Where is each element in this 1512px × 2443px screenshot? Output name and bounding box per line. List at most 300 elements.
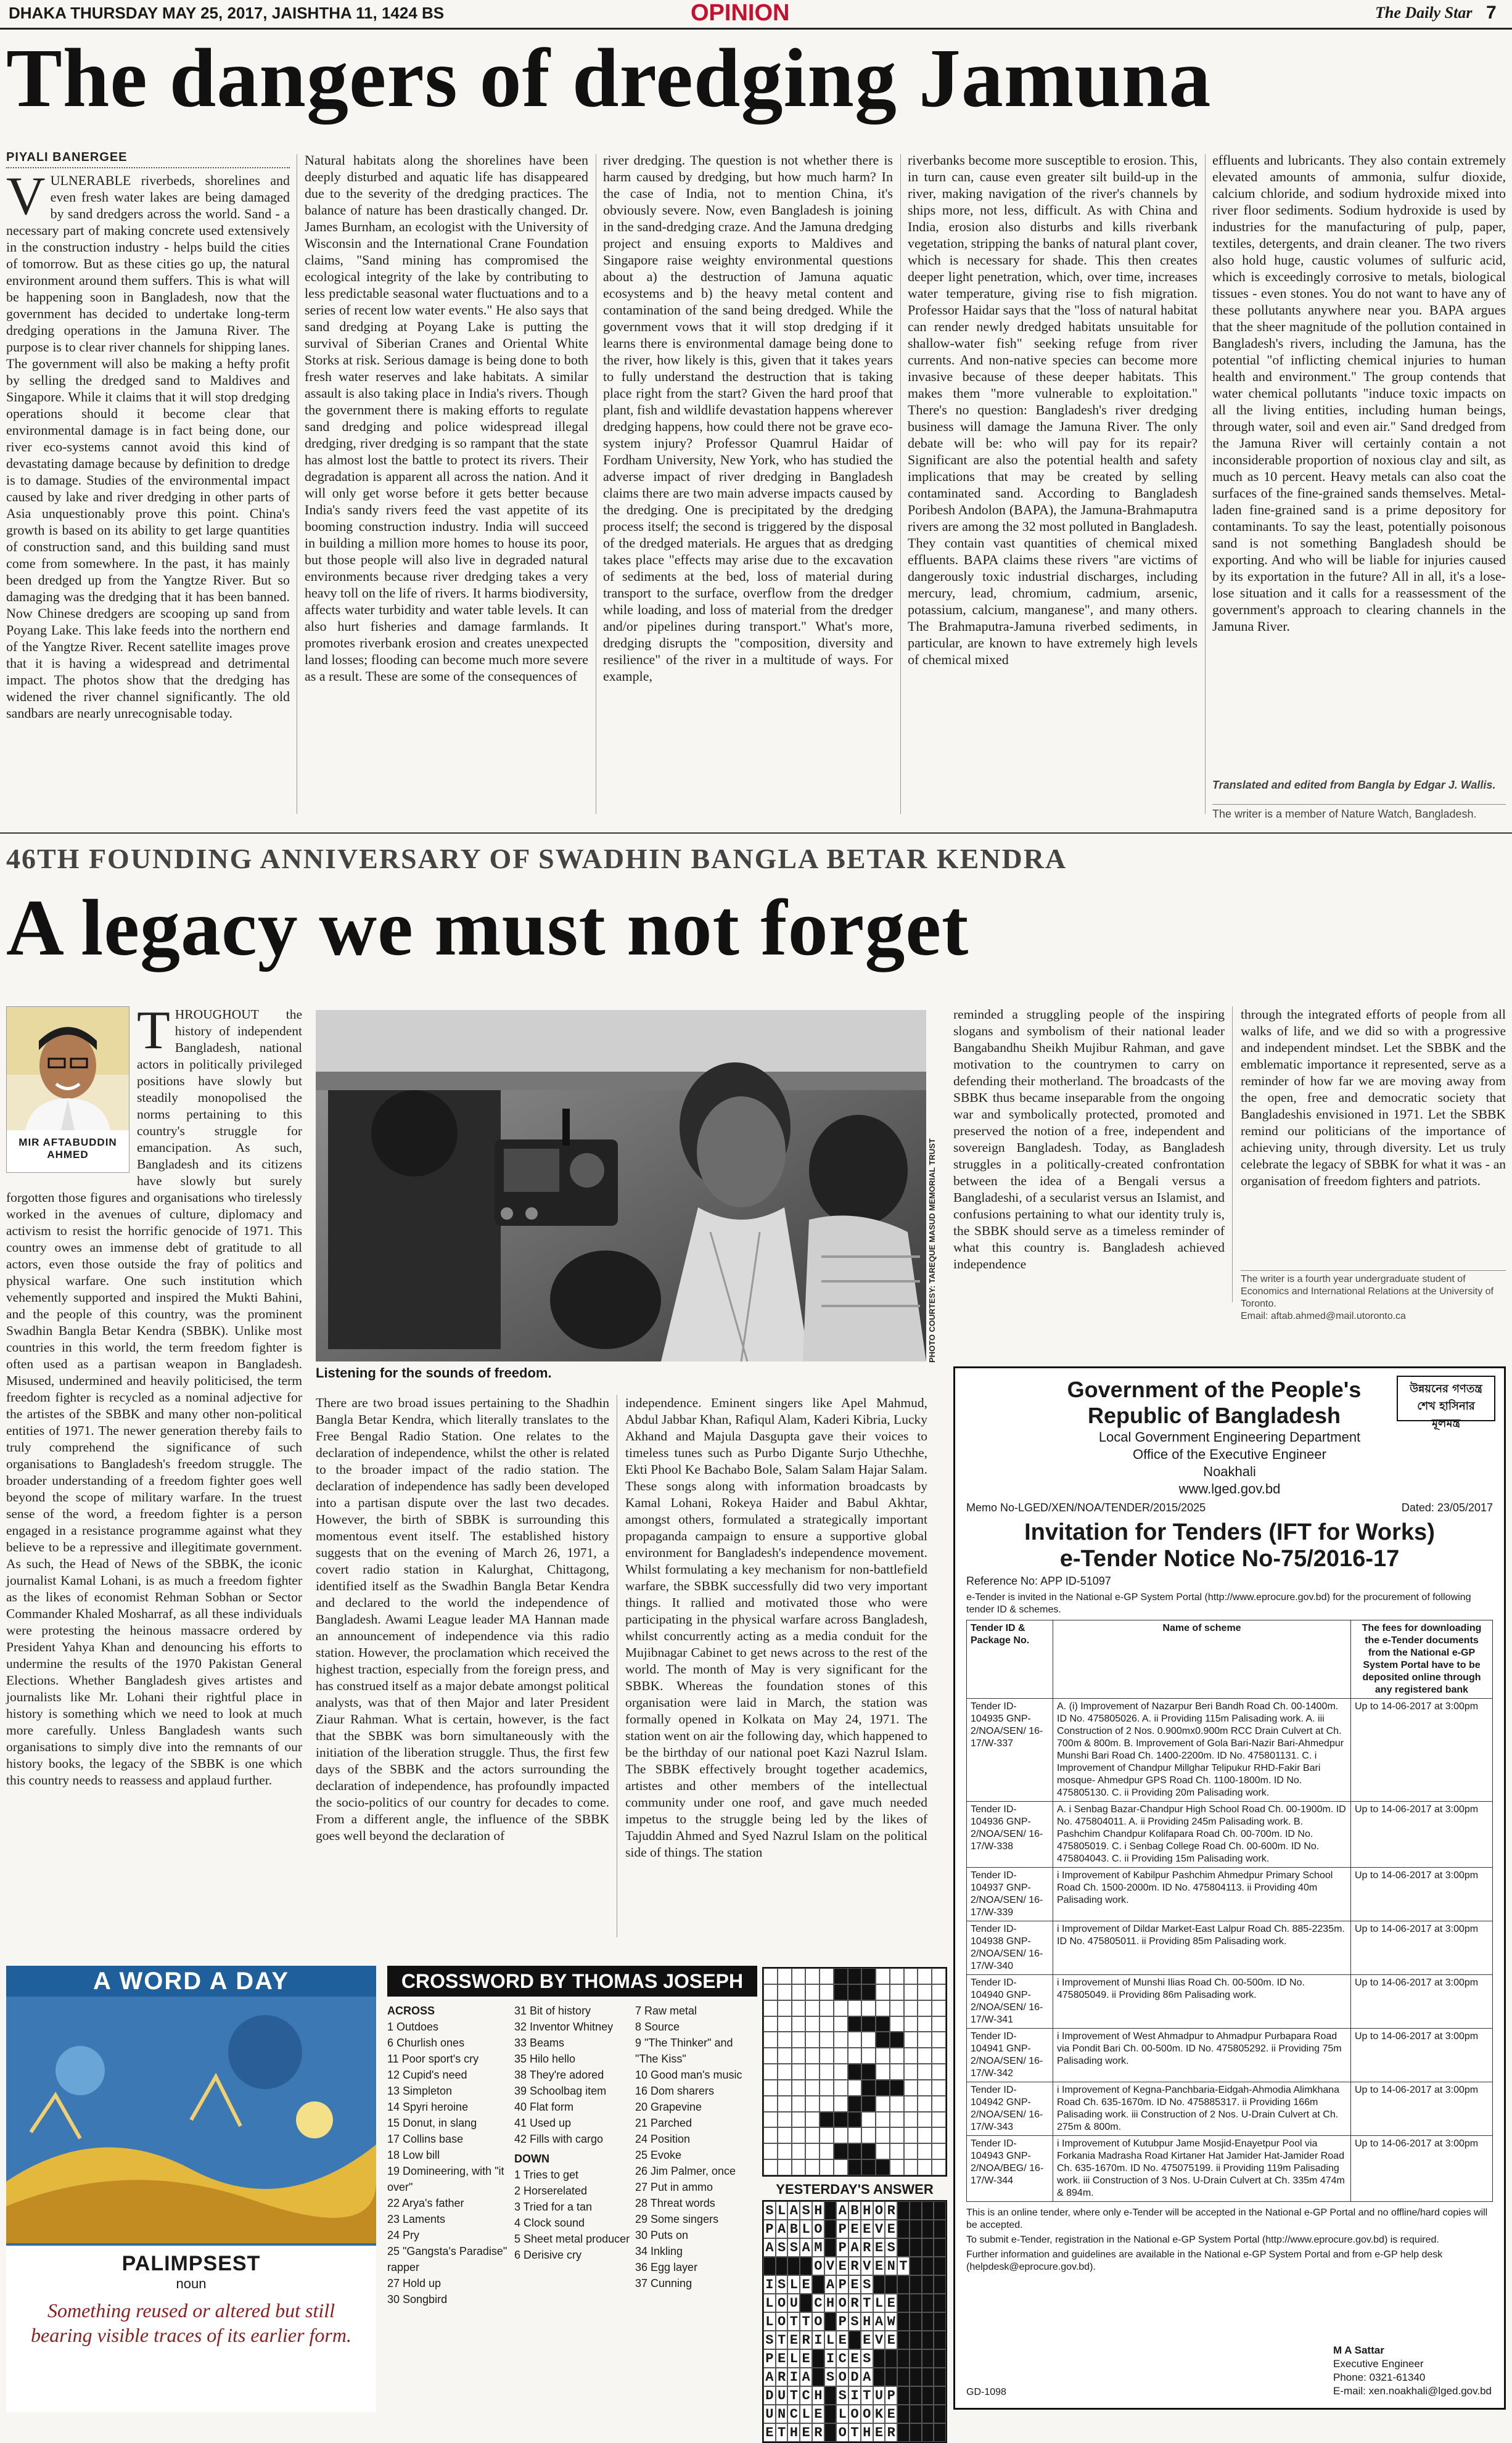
answer-cell [812,2368,824,2386]
answer-cell: S [763,2201,776,2220]
answer-cell: P [836,2220,848,2238]
answer-cell [763,2257,776,2275]
tender-cell-scheme: A. i Senbag Bazar-Chandpur High School Road Ch. 00-1900m. ID No. 475804011. A. ii Providing 245m Palisading work. B. Pashchim Chandpur Kolifapara Road Ch. 00-700m. ID No. 475805019. C. i Senbag College Road Ch. 00-600m. ID No. 475804043. C. ii Providing 15m Palisading work. [1053,1802,1351,1868]
grid-cell[interactable] [848,2143,862,2159]
answer-cell: L [873,2294,885,2312]
yesterday-answer-grid [762,2200,947,2443]
answer-cell: S [836,2386,848,2405]
grid-cell[interactable] [932,2096,946,2112]
grid-cell[interactable] [848,2112,862,2128]
grid-cell[interactable] [763,2032,778,2048]
grid-cell[interactable] [861,1984,876,2000]
clue: 7 Raw metal [635,2005,697,2017]
answer-cell [910,2220,922,2238]
grid-cell[interactable] [890,2096,904,2112]
grid-cell[interactable] [918,1968,932,1984]
answer-cell: S [848,2312,861,2331]
answer-cell: R [848,2257,861,2275]
grid-cell[interactable] [876,2064,890,2080]
answer-cell: E [873,2257,885,2275]
grid-cell[interactable] [778,1984,792,2000]
grid-cell[interactable] [778,2016,792,2032]
grid-cell[interactable] [890,2159,904,2175]
answer-cell: E [763,2423,776,2442]
answer-cell [934,2294,946,2312]
answer-cell: T [776,2331,788,2349]
grid-cell[interactable] [861,2127,876,2143]
grid-cell[interactable] [918,2064,932,2080]
answer-cell: E [848,2349,861,2368]
translation-credit: Translated and edited from Bangla by Edgar J. Wallis. [1212,779,1496,791]
answer-cell: L [824,2331,837,2349]
answer-cell [934,2201,946,2220]
tender-table-body [967,1699,1493,2202]
grid-cell[interactable] [778,2127,792,2143]
grid-cell[interactable] [918,1984,932,2000]
grid-cell[interactable] [876,2000,890,2016]
tender-cell-id: Tender ID-104937 GNP-2/NOA/SEN/ 16-17/W-339 [967,1868,1053,1921]
clue: 27 Put in ammo [635,2181,713,2193]
grid-cell[interactable] [876,2127,890,2143]
grid-cell[interactable] [904,2112,918,2128]
down-clues [635,2003,752,2291]
grid-cell[interactable] [904,2159,918,2175]
answer-cell: U [763,2405,776,2423]
answer-cell: E [787,2331,800,2349]
grid-cell[interactable] [932,2032,946,2048]
grid-cell[interactable] [932,2127,946,2143]
word-a-day-box [6,1966,376,2410]
grid-cell[interactable] [890,2000,904,2016]
grid-cell[interactable] [778,2048,792,2064]
grid-cell[interactable] [792,2048,806,2064]
answer-cell: P [836,2312,848,2331]
grid-cell[interactable] [904,2032,918,2048]
grid-cell[interactable] [820,2112,834,2128]
tender-cell-fee: Up to 14-06-2017 at 3:00pm [1351,2082,1493,2136]
clue: 18 Low bill [387,2149,440,2161]
grid-cell[interactable] [890,2127,904,2143]
answer-cell [848,2331,861,2349]
grid-cell[interactable] [820,1968,834,1984]
grid-cell[interactable] [918,2048,932,2064]
answer-cell: V [861,2257,873,2275]
answer-cell [910,2405,922,2423]
answer-cell: L [763,2294,776,2312]
clue: 27 Hold up [387,2277,442,2289]
memo-number: Memo No-LGED/XEN/NOA/TENDER/2015/2025 [966,1501,1206,1514]
grid-cell[interactable] [820,2096,834,2112]
grid-cell[interactable] [834,2143,848,2159]
grid-cell[interactable] [848,2016,862,2032]
grid-cell[interactable] [932,2048,946,2064]
grid-cell[interactable] [792,2080,806,2096]
column-divider [1205,154,1206,814]
clue: 36 Egg layer [635,2261,698,2273]
grid-cell[interactable] [848,2096,862,2112]
answer-cell: E [836,2331,848,2349]
grid-cell[interactable] [861,2032,876,2048]
answer-cell [934,2386,946,2405]
grid-cell[interactable] [904,2080,918,2096]
grid-cell[interactable] [834,2080,848,2096]
tender-cell-id: Tender ID-104938 GNP-2/NOA/SEN/ 16-17/W-340 [967,1921,1053,1975]
grid-cell[interactable] [876,2096,890,2112]
answer-cell: E [861,2220,873,2238]
grid-cell[interactable] [904,2143,918,2159]
grid-cell[interactable] [805,2159,820,2175]
clue: 41 Used up [514,2117,572,2129]
radio-listeners-photo [316,1010,926,1361]
grid-cell[interactable] [848,2064,862,2080]
grid-cell[interactable] [932,2159,946,2175]
grid-cell[interactable] [834,2159,848,2175]
grid-cell[interactable] [778,2159,792,2175]
grid-cell[interactable] [792,2016,806,2032]
grid-cell[interactable] [792,1984,806,2000]
grid-cell[interactable] [820,2159,834,2175]
grid-cell[interactable] [778,2064,792,2080]
grid-cell[interactable] [932,1968,946,1984]
grid-cell[interactable] [904,2127,918,2143]
grid-cell[interactable] [763,1984,778,2000]
answer-cell [922,2257,934,2275]
grid-cell[interactable] [918,2159,932,2175]
crossword-title: CROSSWORD BY THOMAS JOSEPH [387,1966,757,1997]
grid-cell[interactable] [763,2127,778,2143]
grid-cell[interactable] [876,1984,890,2000]
answer-cell: E [861,2331,873,2349]
grid-cell[interactable] [805,2096,820,2112]
answer-cell: C [836,2349,848,2368]
answer-cell [897,2349,910,2368]
grid-cell[interactable] [834,2048,848,2064]
grid-cell[interactable] [778,2096,792,2112]
drop-cap: V [6,166,46,226]
clue: 34 Inkling [635,2245,683,2257]
article1-col5: effluents and lubricants. They also contain extremely elevated amounts of ammonia, sulfur dioxide, calcium chloride, and sodium hydroxide mixed into river floor sediments. Sodium hydroxide is used by industries for the manufacturing of pulp, paper, textiles, detergents, and drain cleaner. The two rivers also hold huge, caustic volumes of sulfuric acid, which is exceedingly corrosive to metals, biological tissues - even stones. You do not want to have any of these pollutants anywhere near you. BAPA argues that the sheer magnitude of the pollution contained in Bangladesh's rivers, including the Jamuna, has the potential "of inflicting chemical injuries to human health and environment." The group contends that water chemical pollutants "induce toxic impacts on all the living entities, including human beings, through water, soil and even air." Sand dredged from the Jamuna River will certainly contain a not inconsiderable proportion of noxious clay and silt, as much as 10 percent. Heavy metals can also coat the surfaces of the fine-grained sands themselves. Metal-laden fine-grained sand is a prime depository for contaminants. To say the least, potentially poisonous sand is not something Bangladesh should be exporting. And who will be liable for injuries caused by its exportation in the future? All in all, it's a lose-lose situation and it calls for a reassessment of the government's approach to clearing channels in the Jamuna River. [1212,152,1506,634]
grid-cell[interactable] [932,2112,946,2128]
grid-cell[interactable] [778,2080,792,2096]
answer-cell [910,2423,922,2442]
grid-cell[interactable] [890,2016,904,2032]
grid-cell[interactable] [918,2112,932,2128]
grid-cell[interactable] [876,2159,890,2175]
grid-cell[interactable] [778,2000,792,2016]
grid-cell[interactable] [834,2127,848,2143]
grid-cell[interactable] [918,2032,932,2048]
grid-cell[interactable] [861,2112,876,2128]
grid-cell[interactable] [792,2112,806,2128]
grid-cell[interactable] [820,2048,834,2064]
grid-cell[interactable] [861,2048,876,2064]
answer-cell [824,2238,837,2257]
grid-cell[interactable] [834,2016,848,2032]
grid-cell[interactable] [792,1968,806,1984]
grid-cell[interactable] [861,2016,876,2032]
grid-cell[interactable] [805,2032,820,2048]
grid-cell[interactable] [876,1968,890,1984]
answer-cell: R [861,2238,873,2257]
tender-cell-id: Tender ID-104940 GNP-2/NOA/SEN/ 16-17/W-341 [967,1975,1053,2029]
tender-cell-scheme: i Improvement of Munshi Ilias Road Ch. 00-500m. ID No. 475805049. ii Providing 86m Palisading work. [1053,1975,1351,2029]
grid-cell[interactable] [904,2048,918,2064]
grid-cell[interactable] [805,2143,820,2159]
grid-cell[interactable] [848,2000,862,2016]
grid-cell[interactable] [820,2127,834,2143]
grid-cell[interactable] [890,2048,904,2064]
grid-cell[interactable] [834,1968,848,1984]
article2-byline: MIR AFTABUDDIN AHMED [18,1136,117,1160]
grid-cell[interactable] [848,2048,862,2064]
grid-cell[interactable] [932,2000,946,2016]
grid-cell[interactable] [848,1968,862,1984]
clue: 35 Hilo hello [514,2053,576,2065]
grid-cell[interactable] [805,1968,820,1984]
grid-cell[interactable] [876,2112,890,2128]
clue: 10 Good man's music [635,2069,742,2081]
grid-cell[interactable] [932,2016,946,2032]
answer-cell: O [873,2201,885,2220]
grid-cell[interactable] [763,2143,778,2159]
signatory-email[interactable]: E-mail: xen.noakhali@lged.gov.bd [1333,2385,1492,2397]
grid-cell[interactable] [918,2143,932,2159]
grid-cell[interactable] [848,2159,862,2175]
grid-cell[interactable] [890,2032,904,2048]
answer-cell [800,2257,812,2275]
answer-cell: D [848,2368,861,2386]
clue: 8 Source [635,2021,680,2033]
answer-cell: U [776,2386,788,2405]
grid-cell[interactable] [778,2112,792,2128]
clue: 22 Arya's father [387,2197,464,2209]
grid-cell[interactable] [932,1984,946,2000]
tender-footer2: To submit e-Tender, registration in the National e-GP System Portal (http://www.eprocure.gov.bd) is required. [966,2235,1439,2245]
grid-cell[interactable] [792,2096,806,2112]
answer-cell: P [763,2349,776,2368]
grid-cell[interactable] [792,2032,806,2048]
answer-cell [897,2238,910,2257]
slogan-box: উন্নয়নের গণতন্ত্র শেখ হাসিনার মূলমন্ত্র [1397,1376,1495,1421]
grid-cell[interactable] [763,2016,778,2032]
answer-cell: H [787,2423,800,2442]
clue: 23 Laments [387,2213,446,2225]
answer-cell [922,2405,934,2423]
grid-cell[interactable] [805,2112,820,2128]
grid-cell[interactable] [834,2064,848,2080]
grid-cell[interactable] [763,2096,778,2112]
answer-cell: O [812,2312,824,2331]
grid-cell[interactable] [890,2143,904,2159]
grid-cell[interactable] [890,2112,904,2128]
answer-cell [897,2220,910,2238]
grid-cell[interactable] [890,1968,904,1984]
grid-cell[interactable] [763,2112,778,2128]
grid-cell[interactable] [861,2064,876,2080]
clue: 2 Horserelated [514,2185,588,2197]
answer-cell [885,2275,897,2294]
word-pos: noun [176,2276,207,2291]
grid-cell[interactable] [904,2016,918,2032]
tender-cell-scheme: i Improvement of Dildar Market-East Lalpur Road Ch. 885-2235m. ID No. 475805011. ii Providing 85m Palisading work. [1053,1921,1351,1975]
grid-cell[interactable] [820,2143,834,2159]
grid-cell[interactable] [792,2127,806,2143]
answer-cell: D [763,2386,776,2405]
tender-government: Government of the People's Republic of Bangladesh [1067,1377,1362,1428]
grid-cell[interactable] [805,2127,820,2143]
grid-cell[interactable] [861,1968,876,1984]
article1-col4: riverbanks become more susceptible to erosion. This, in turn can, cause even greater silt build-up in the river, making navigation of the river's channels by ships more, not less, difficult. As with China and India, erosion also disturbs and kills riverbank vegetation, stripping the banks of natural plant cover, which is necessary for shade. This then creates deeper light penetration, which, over time, increases water temperature, giving rise to fish migration. Professor Haidar says that the "loss of natural habitat can render newly dredged habitats unsuitable for shallow-water fish" seeking refuge from river currents. And non-native species can become more invasive because of these deeper habitats. This makes them "more vulnerable to exploitation." There's no question: Bangladesh's river dredging business will damage the Jamuna River. The only debate will be: who will pay for its repair? Significant are also the potential health and safety implications that may be created by selling contaminated sand. According to Bangladesh Poribesh Andolon (BAPA), the Jamuna-Brahmaputra rivers are among the 32 most polluted in Bangladesh. They contain vast quantities of chemical mixed effluents. BAPA claims these rivers "are victims of dangerously toxic industrial discharges, including mercury, lead, chromium, cadmium, arsenic, potassium, calcium, manganese", and many others. The Brahmaputra-Jamuna riverbed sediments, in particular, are known to have extremely high levels of chemical mixed [908,152,1198,667]
grid-cell[interactable] [805,2000,820,2016]
clue: 37 Cunning [635,2277,692,2289]
grid-cell[interactable] [904,2000,918,2016]
answer-cell: H [861,2312,873,2331]
clue: 26 Jim Palmer, once [635,2165,736,2177]
answer-cell: A [873,2312,885,2331]
answer-cell: S [861,2349,873,2368]
clue: 30 Songbird [387,2293,448,2305]
float-spacer [6,1006,137,1176]
grid-cell[interactable] [792,2143,806,2159]
grid-cell[interactable] [763,1968,778,1984]
clue: 38 They're adored [514,2069,604,2081]
grid-cell[interactable] [904,1984,918,2000]
grid-cell[interactable] [792,2000,806,2016]
grid-cell[interactable] [820,2080,834,2096]
clue: 19 Domineering, with "it over" [387,2165,504,2193]
grid-cell[interactable] [834,2096,848,2112]
answer-cell [800,2294,812,2312]
clue: 9 "The Thinker" and "The Kiss" [635,2037,733,2065]
tender-cell-scheme: i Improvement of Kutubpur Jame Mosjid-Enayetpur Pool via Forkania Madrasha Road Kirtaner Hat Jamider Hat-Jamider Road Ch. 635-1670m. ID No. 475075199. ii Providing 119m Palisading work. iii Construction of 3 Nos. U-Drain Culvert at Ch. 335m 474m & 894m. [1053,2136,1351,2202]
answer-cell: A [763,2238,776,2257]
grid-cell[interactable] [805,2064,820,2080]
grid-cell[interactable] [820,2016,834,2032]
grid-cell[interactable] [763,2000,778,2016]
grid-cell[interactable] [932,2080,946,2096]
grid-cell[interactable] [876,2032,890,2048]
grid-cell[interactable] [792,2064,806,2080]
answer-cell: I [824,2349,837,2368]
yesterday-label: YESTERDAY'S ANSWER [776,2182,934,2197]
answer-cell: E [885,2331,897,2349]
grid-cell[interactable] [820,2000,834,2016]
answer-cell: I [763,2275,776,2294]
grid-cell[interactable] [805,2080,820,2096]
grid-cell[interactable] [805,1984,820,2000]
grid-cell[interactable] [904,1968,918,1984]
answer-cell [897,2386,910,2405]
grid-cell[interactable] [763,2064,778,2080]
grid-cell[interactable] [848,2127,862,2143]
answer-cell: R [776,2368,788,2386]
clue: 40 Flat form [514,2101,574,2113]
tender-title2: e-Tender Notice No-75/2016-17 [1059,1546,1400,1572]
grid-cell[interactable] [792,2159,806,2175]
grid-cell[interactable] [763,2159,778,2175]
tender-cell-fee: Up to 14-06-2017 at 3:00pm [1351,1921,1493,1975]
grid-cell[interactable] [861,2096,876,2112]
grid-cell[interactable] [932,2143,946,2159]
tender-place: Noakhali [1203,1464,1256,1479]
grid-cell[interactable] [890,1984,904,2000]
answer-cell: E [812,2405,824,2423]
grid-cell[interactable] [820,1984,834,2000]
grid-cell[interactable] [861,2000,876,2016]
answer-cell [897,2312,910,2331]
tender-website[interactable]: www.lged.gov.bd [1178,1481,1281,1497]
grid-cell[interactable] [778,2143,792,2159]
answer-cell: I [812,2331,824,2349]
answer-cell [824,2201,837,2220]
grid-cell[interactable] [904,2064,918,2080]
grid-cell[interactable] [848,2080,862,2096]
grid-cell[interactable] [876,2080,890,2096]
grid-cell[interactable] [861,2080,876,2096]
grid-cell[interactable] [805,2016,820,2032]
answer-cell: A [800,2368,812,2386]
grid-cell[interactable] [834,2032,848,2048]
crossword-grid[interactable] [762,1967,947,2177]
answer-cell [934,2257,946,2275]
crossword-across-col1 [387,2003,511,2410]
tender-row [967,1802,1493,1868]
grid-cell[interactable] [820,2032,834,2048]
grid-cell[interactable] [890,2080,904,2096]
answer-cell: E [800,2423,812,2442]
grid-cell[interactable] [834,2000,848,2016]
grid-cell[interactable] [834,2112,848,2128]
down-label: DOWN [514,2153,549,2165]
grid-cell[interactable] [918,2127,932,2143]
clue: 6 Churlish ones [387,2037,465,2049]
answer-cell: L [800,2405,812,2423]
answer-cell: H [861,2423,873,2442]
grid-cell[interactable] [805,2048,820,2064]
grid-cell[interactable] [848,1984,862,2000]
grid-cell[interactable] [763,2080,778,2096]
grid-cell[interactable] [778,2032,792,2048]
answer-cell: S [776,2238,788,2257]
grid-cell[interactable] [861,2143,876,2159]
article1-headline: The dangers of dredging Jamuna [6,32,1212,125]
grid-cell[interactable] [861,2159,876,2175]
grid-cell[interactable] [876,2143,890,2159]
grid-cell[interactable] [904,2096,918,2112]
tender-cell-scheme: i Improvement of Kegna-Panchbaria-Eidgah-Ahmodia Alimkhana Road Ch. 635-1670m. ID No. 475885317. ii Providing 166m Palisading work. iii Construction of 2 Nos. U-Drain Culvert at Ch. 275m & 800m. [1053,2082,1351,2136]
grid-cell[interactable] [876,2048,890,2064]
answer-cell: P [885,2386,897,2405]
grid-cell[interactable] [932,2064,946,2080]
answer-cell: M [812,2238,824,2257]
grid-cell[interactable] [918,2080,932,2096]
grid-cell[interactable] [848,2032,862,2048]
tender-cell-fee: Up to 14-06-2017 at 3:00pm [1351,2136,1493,2202]
answer-cell: A [776,2220,788,2238]
grid-cell[interactable] [918,2000,932,2016]
grid-cell[interactable] [834,1984,848,2000]
grid-cell[interactable] [890,2064,904,2080]
grid-cell[interactable] [820,2064,834,2080]
grid-cell[interactable] [763,2048,778,2064]
grid-cell[interactable] [918,2096,932,2112]
grid-cell[interactable] [918,2016,932,2032]
tender-row [967,2136,1493,2202]
clue: 39 Schoolbag item [514,2085,607,2097]
grid-cell[interactable] [778,1968,792,1984]
answer-cell: T [787,2312,800,2331]
grid-cell[interactable] [876,2016,890,2032]
